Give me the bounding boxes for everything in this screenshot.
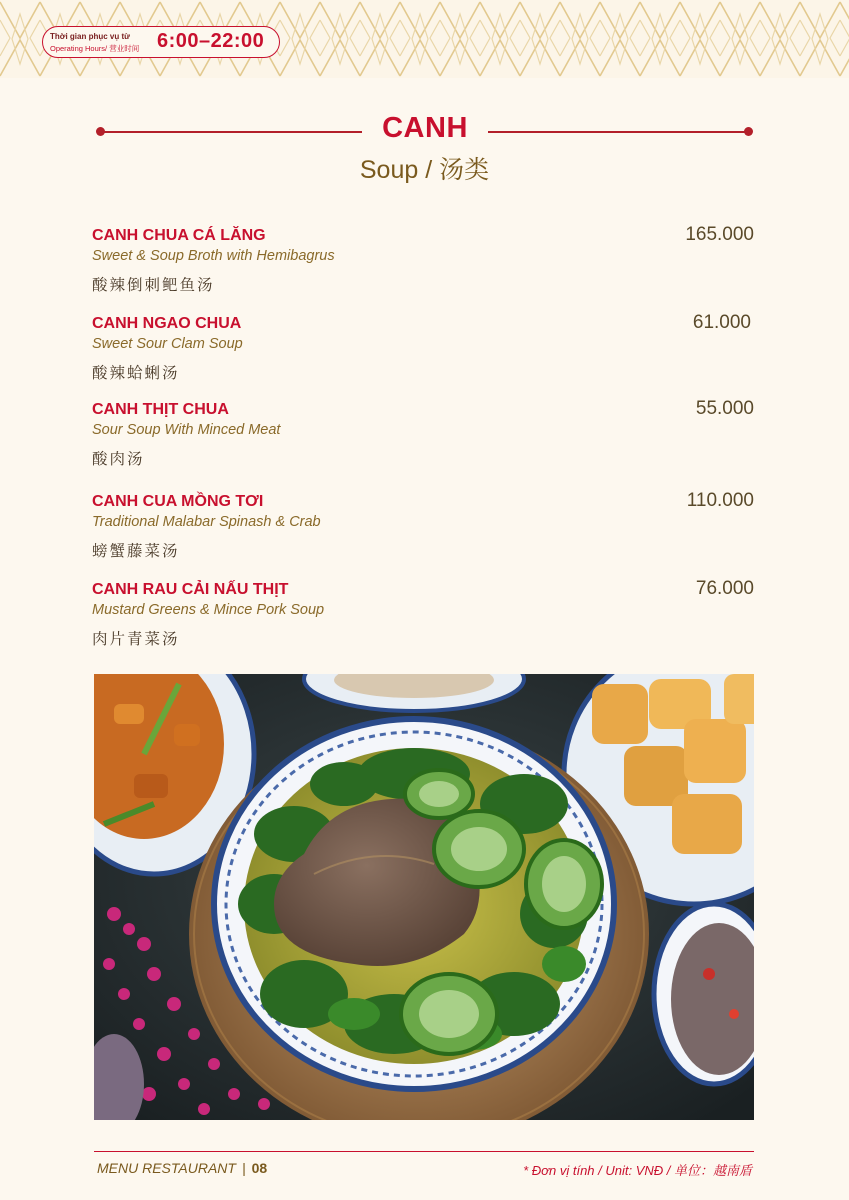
footer-divider [94, 1151, 754, 1152]
menu-item [92, 312, 754, 385]
item-price: 55.000 [695, 398, 754, 419]
item-price: 165.000 [685, 224, 754, 245]
footer-left [97, 1160, 267, 1176]
footer-label: MENU RESTAURANT [97, 1160, 236, 1176]
item-name: CANH CHUA CÁ LĂNG [92, 227, 266, 244]
section-title: CANH [382, 112, 468, 144]
menu-item [92, 398, 754, 471]
hours-value: 6:00–22:00 [157, 30, 265, 52]
soup-bowl-photo [94, 674, 754, 1120]
footer-separator: | [241, 1160, 246, 1176]
item-english-name: Sweet & Soup Broth with Hemibagrus [92, 248, 335, 264]
item-price: 110.000 [686, 490, 754, 511]
title-divider-left [100, 131, 362, 133]
menu-item [92, 224, 754, 297]
item-name: CANH THỊT CHUA [92, 401, 229, 418]
item-price: 76.000 [695, 578, 754, 599]
menu-item [92, 578, 754, 651]
unit-note: * Đơn vị tính / Unit: VNĐ / 单位：越南盾 [523, 1163, 752, 1178]
header-pattern-band [0, 0, 849, 78]
section-subtitle: Soup / 汤类 [359, 156, 490, 184]
item-name: CANH CUA MỒNG TƠI [92, 493, 264, 510]
item-chinese-name: 酸肉汤 [92, 450, 145, 468]
hours-label-en: Operating Hours/ 营业时间 [50, 44, 140, 53]
hours-label-vi: Thời gian phục vụ từ [50, 32, 130, 41]
item-chinese-name: 酸辣蛤蜊汤 [92, 364, 180, 382]
page-number: 08 [251, 1160, 268, 1176]
soup-bowl-illustration [94, 674, 754, 1120]
item-english-name: Traditional Malabar Spinash & Crab [92, 514, 321, 530]
item-name: CANH NGAO CHUA [92, 315, 242, 332]
item-english-name: Sweet Sour Clam Soup [92, 336, 243, 352]
item-chinese-name: 肉片青菜汤 [92, 630, 180, 648]
item-english-name: Mustard Greens & Mince Pork Soup [92, 602, 325, 618]
item-chinese-name: 螃蟹藤菜汤 [92, 542, 180, 560]
menu-item [92, 490, 754, 563]
title-dot-right [744, 127, 753, 136]
item-chinese-name: 酸辣倒刺鲃鱼汤 [92, 276, 215, 294]
item-name: CANH RAU CẢI NẤU THỊT [92, 581, 289, 598]
item-price: 61.000 [692, 312, 751, 333]
item-english-name: Sour Soup With Minced Meat [92, 422, 281, 438]
title-divider-right [488, 131, 748, 133]
operating-hours-badge [42, 26, 280, 58]
